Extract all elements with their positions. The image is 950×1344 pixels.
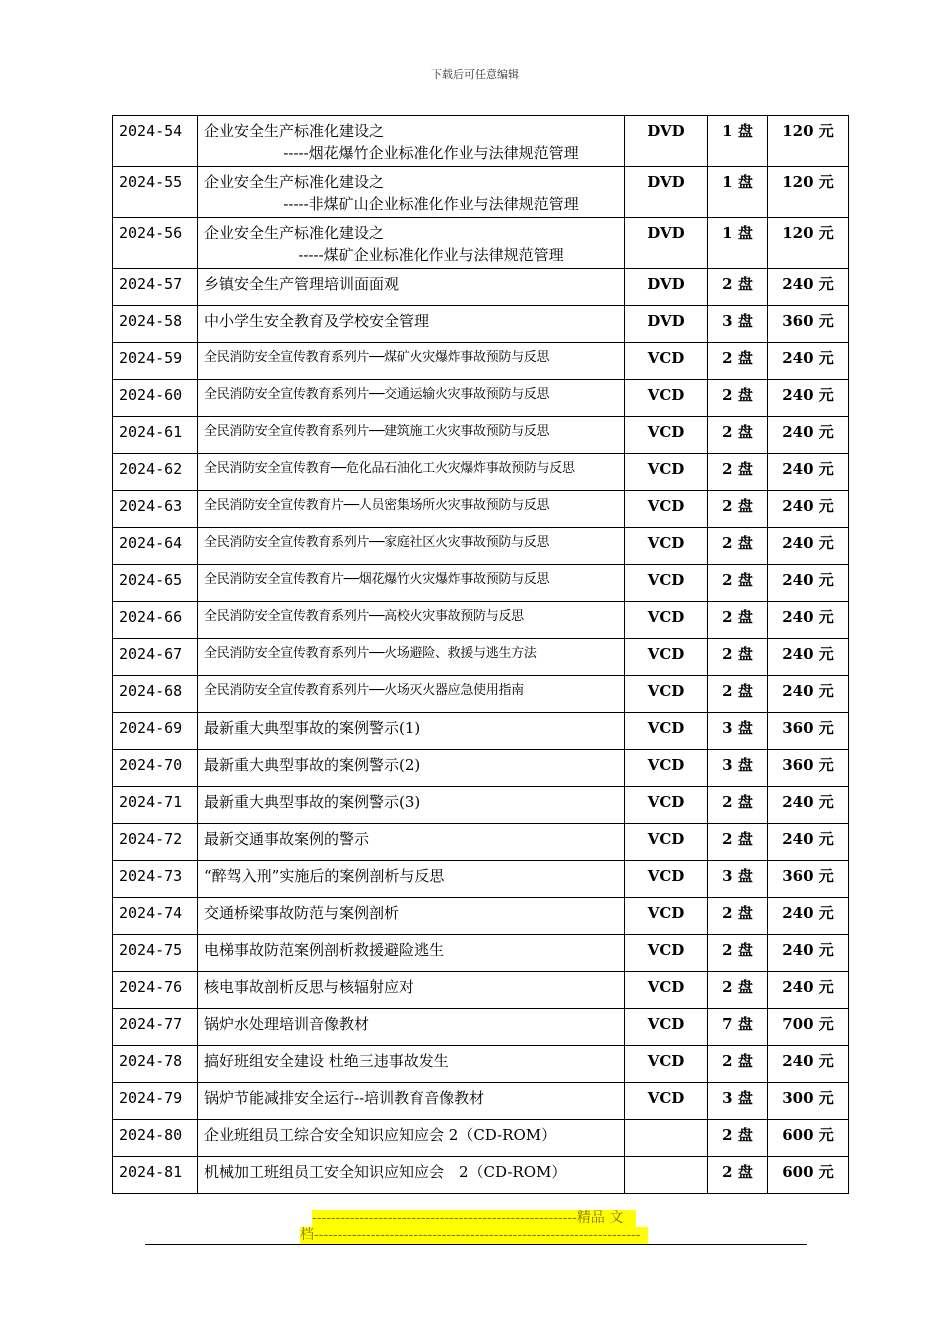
item-price: 240 元 bbox=[768, 380, 849, 417]
item-price: 360 元 bbox=[768, 861, 849, 898]
item-format: VCD bbox=[625, 380, 708, 417]
item-title-text: 全民消防安全宣传教育系列片──火场灭火器应急使用指南 bbox=[204, 683, 524, 698]
table-row bbox=[113, 167, 849, 218]
item-quantity: 3 盘 bbox=[708, 1083, 768, 1120]
item-title-text: 最新重大典型事故的案例警示(1) bbox=[204, 719, 421, 737]
item-quantity: 2 盘 bbox=[708, 491, 768, 528]
item-title-text: 电梯事故防范案例剖析救援避险逃生 bbox=[204, 941, 445, 959]
table-row bbox=[113, 1120, 849, 1157]
item-code: 2024-80 bbox=[113, 1120, 198, 1157]
item-format: DVD bbox=[625, 116, 708, 167]
item-title bbox=[198, 861, 625, 898]
item-title bbox=[198, 713, 625, 750]
item-title-text: 全民消防安全宣传教育系列片──家庭社区火灾事故预防与反思 bbox=[204, 535, 550, 550]
item-code: 2024-79 bbox=[113, 1083, 198, 1120]
item-code: 2024-74 bbox=[113, 898, 198, 935]
item-price: 240 元 bbox=[768, 343, 849, 380]
item-title bbox=[198, 639, 625, 676]
item-title bbox=[198, 935, 625, 972]
table-row bbox=[113, 750, 849, 787]
item-title bbox=[198, 676, 625, 713]
item-code: 2024-64 bbox=[113, 528, 198, 565]
item-quantity: 2 盘 bbox=[708, 602, 768, 639]
item-title-text: 交通桥梁事故防范与案例剖析 bbox=[204, 904, 400, 922]
table-row bbox=[113, 306, 849, 343]
item-code: 2024-59 bbox=[113, 343, 198, 380]
item-subtitle: -----烟花爆竹企业标准化作业与法律规范管理 bbox=[283, 144, 579, 162]
item-title-text: 全民消防安全宣传教育系列片──火场避险、救援与逃生方法 bbox=[204, 646, 537, 661]
table-row bbox=[113, 380, 849, 417]
item-quantity: 3 盘 bbox=[708, 861, 768, 898]
item-price: 360 元 bbox=[768, 713, 849, 750]
item-title-text: 全民消防安全宣传教育系列片──煤矿火灾爆炸事故预防与反思 bbox=[204, 350, 550, 365]
item-format: VCD bbox=[625, 1046, 708, 1083]
item-quantity: 3 盘 bbox=[708, 713, 768, 750]
item-code: 2024-71 bbox=[113, 787, 198, 824]
table-row bbox=[113, 1157, 849, 1194]
item-title-text: 全民消防安全宣传教育系列片──高校火灾事故预防与反思 bbox=[204, 609, 524, 624]
table-row bbox=[113, 972, 849, 1009]
item-format: VCD bbox=[625, 972, 708, 1009]
item-subtitle: -----非煤矿山企业标准化作业与法律规范管理 bbox=[283, 195, 579, 213]
page-header: 下载后可任意编辑 bbox=[431, 68, 519, 81]
item-code: 2024-56 bbox=[113, 218, 198, 269]
item-code: 2024-58 bbox=[113, 306, 198, 343]
item-title-text: 最新重大典型事故的案例警示(3) bbox=[204, 793, 421, 811]
item-quantity: 2 盘 bbox=[708, 824, 768, 861]
item-price: 360 元 bbox=[768, 750, 849, 787]
item-quantity: 2 盘 bbox=[708, 898, 768, 935]
table-row bbox=[113, 343, 849, 380]
table-row bbox=[113, 713, 849, 750]
item-price: 300 元 bbox=[768, 1083, 849, 1120]
item-code: 2024-54 bbox=[113, 116, 198, 167]
item-format bbox=[625, 1120, 708, 1157]
table-row bbox=[113, 639, 849, 676]
item-title-text: 机械加工班组员工安全知识应知应会 2（CD-ROM） bbox=[204, 1163, 567, 1181]
item-format: DVD bbox=[625, 167, 708, 218]
footer-banner bbox=[300, 1210, 650, 1244]
item-quantity: 2 盘 bbox=[708, 380, 768, 417]
item-title-text: 全民消防安全宣传教育片──人员密集场所火灾事故预防与反思 bbox=[204, 498, 550, 513]
table-row bbox=[113, 787, 849, 824]
item-quantity: 2 盘 bbox=[708, 972, 768, 1009]
item-format: VCD bbox=[625, 898, 708, 935]
table-row bbox=[113, 861, 849, 898]
item-title bbox=[198, 1083, 625, 1120]
item-price: 240 元 bbox=[768, 639, 849, 676]
item-title bbox=[198, 602, 625, 639]
item-code: 2024-75 bbox=[113, 935, 198, 972]
item-code: 2024-76 bbox=[113, 972, 198, 1009]
item-title bbox=[198, 528, 625, 565]
item-price: 240 元 bbox=[768, 787, 849, 824]
item-title-text: 全民消防安全宣传教育片──烟花爆竹火灾爆炸事故预防与反思 bbox=[204, 572, 550, 587]
item-title bbox=[198, 218, 625, 269]
item-format: VCD bbox=[625, 528, 708, 565]
item-format: DVD bbox=[625, 269, 708, 306]
item-title-text: 最新重大典型事故的案例警示(2) bbox=[204, 756, 421, 774]
item-quantity: 2 盘 bbox=[708, 935, 768, 972]
item-quantity: 7 盘 bbox=[708, 1009, 768, 1046]
item-title-text: 全民消防安全宣传教育──危化品石油化工火灾爆炸事故预防与反思 bbox=[204, 461, 575, 476]
item-subtitle: -----煤矿企业标准化作业与法律规范管理 bbox=[298, 246, 564, 264]
item-price: 700 元 bbox=[768, 1009, 849, 1046]
item-format: VCD bbox=[625, 602, 708, 639]
item-code: 2024-70 bbox=[113, 750, 198, 787]
item-code: 2024-67 bbox=[113, 639, 198, 676]
item-title bbox=[198, 417, 625, 454]
item-code: 2024-78 bbox=[113, 1046, 198, 1083]
item-title-text: 企业班组员工综合安全知识应知应会 2（CD-ROM） bbox=[204, 1126, 557, 1144]
item-price: 240 元 bbox=[768, 565, 849, 602]
item-title bbox=[198, 454, 625, 491]
item-quantity: 2 盘 bbox=[708, 787, 768, 824]
item-price: 240 元 bbox=[768, 1046, 849, 1083]
item-format: VCD bbox=[625, 565, 708, 602]
item-code: 2024-62 bbox=[113, 454, 198, 491]
table-row bbox=[113, 1009, 849, 1046]
item-quantity: 2 盘 bbox=[708, 454, 768, 491]
item-title-text: 最新交通事故案例的警示 bbox=[204, 830, 370, 848]
item-title-text: 企业安全生产标准化建设之 bbox=[204, 122, 385, 140]
item-title-text: 锅炉节能减排安全运行--培训教育音像教材 bbox=[204, 1089, 485, 1107]
item-quantity: 1 盘 bbox=[708, 218, 768, 269]
item-title-text: 乡镇安全生产管理培训面面观 bbox=[204, 275, 400, 293]
item-title bbox=[198, 824, 625, 861]
item-quantity: 1 盘 bbox=[708, 116, 768, 167]
item-quantity: 3 盘 bbox=[708, 750, 768, 787]
item-format: VCD bbox=[625, 861, 708, 898]
table-row bbox=[113, 565, 849, 602]
item-quantity: 2 盘 bbox=[708, 639, 768, 676]
item-code: 2024-81 bbox=[113, 1157, 198, 1194]
table-row bbox=[113, 528, 849, 565]
item-format: VCD bbox=[625, 1009, 708, 1046]
item-quantity: 2 盘 bbox=[708, 528, 768, 565]
item-price: 240 元 bbox=[768, 454, 849, 491]
item-price: 240 元 bbox=[768, 972, 849, 1009]
table-row bbox=[113, 602, 849, 639]
item-title bbox=[198, 306, 625, 343]
item-title bbox=[198, 1009, 625, 1046]
item-quantity: 2 盘 bbox=[708, 1120, 768, 1157]
item-price: 240 元 bbox=[768, 935, 849, 972]
item-price: 240 元 bbox=[768, 491, 849, 528]
item-title bbox=[198, 167, 625, 218]
item-code: 2024-66 bbox=[113, 602, 198, 639]
item-title bbox=[198, 898, 625, 935]
item-code: 2024-72 bbox=[113, 824, 198, 861]
table-row bbox=[113, 898, 849, 935]
item-quantity: 2 盘 bbox=[708, 343, 768, 380]
item-title bbox=[198, 116, 625, 167]
item-title bbox=[198, 269, 625, 306]
footer-rule bbox=[145, 1244, 807, 1245]
item-title-text: 锅炉水处理培训音像教材 bbox=[204, 1015, 370, 1033]
item-code: 2024-68 bbox=[113, 676, 198, 713]
item-format: VCD bbox=[625, 787, 708, 824]
table-row bbox=[113, 676, 849, 713]
table-row bbox=[113, 491, 849, 528]
item-format: VCD bbox=[625, 676, 708, 713]
item-title-text: 全民消防安全宣传教育系列片──交通运输火灾事故预防与反思 bbox=[204, 387, 550, 402]
table-row bbox=[113, 269, 849, 306]
table-row bbox=[113, 116, 849, 167]
item-price: 600 元 bbox=[768, 1120, 849, 1157]
item-format: VCD bbox=[625, 491, 708, 528]
item-title-text: 企业安全生产标准化建设之 bbox=[204, 224, 385, 242]
item-title bbox=[198, 1046, 625, 1083]
item-code: 2024-65 bbox=[113, 565, 198, 602]
footer-line-2: 档--------------------------------------------------------------------- bbox=[300, 1227, 648, 1244]
item-title-text: 核电事故剖析反思与核辐射应对 bbox=[204, 978, 415, 996]
item-title bbox=[198, 1120, 625, 1157]
item-quantity: 2 盘 bbox=[708, 417, 768, 454]
table-row bbox=[113, 824, 849, 861]
item-title bbox=[198, 750, 625, 787]
item-price: 360 元 bbox=[768, 306, 849, 343]
item-price: 240 元 bbox=[768, 417, 849, 454]
item-format: DVD bbox=[625, 218, 708, 269]
item-price: 600 元 bbox=[768, 1157, 849, 1194]
footer-line-1: --------------------------------------------------------精品 文 bbox=[312, 1210, 636, 1227]
item-price: 120 元 bbox=[768, 167, 849, 218]
item-format: VCD bbox=[625, 935, 708, 972]
table-row bbox=[113, 1046, 849, 1083]
item-code: 2024-73 bbox=[113, 861, 198, 898]
item-format: VCD bbox=[625, 343, 708, 380]
table-row bbox=[113, 454, 849, 491]
item-title bbox=[198, 972, 625, 1009]
item-title-text: “醉驾入刑”实施后的案例剖析与反思 bbox=[204, 867, 445, 885]
item-code: 2024-61 bbox=[113, 417, 198, 454]
item-quantity: 2 盘 bbox=[708, 1157, 768, 1194]
item-title bbox=[198, 343, 625, 380]
item-format: VCD bbox=[625, 417, 708, 454]
item-format: VCD bbox=[625, 1083, 708, 1120]
item-quantity: 2 盘 bbox=[708, 565, 768, 602]
table-row bbox=[113, 1083, 849, 1120]
item-title-text: 搞好班组安全建设 杜绝三违事故发生 bbox=[204, 1052, 449, 1070]
table-row bbox=[113, 935, 849, 972]
item-price: 240 元 bbox=[768, 528, 849, 565]
item-code: 2024-55 bbox=[113, 167, 198, 218]
item-quantity: 2 盘 bbox=[708, 676, 768, 713]
item-price: 120 元 bbox=[768, 116, 849, 167]
item-quantity: 2 盘 bbox=[708, 269, 768, 306]
item-title bbox=[198, 380, 625, 417]
item-format: VCD bbox=[625, 713, 708, 750]
table-row bbox=[113, 417, 849, 454]
item-title-text: 全民消防安全宣传教育系列片──建筑施工火灾事故预防与反思 bbox=[204, 424, 550, 439]
item-price: 240 元 bbox=[768, 602, 849, 639]
item-code: 2024-77 bbox=[113, 1009, 198, 1046]
item-title bbox=[198, 565, 625, 602]
item-format: VCD bbox=[625, 454, 708, 491]
item-code: 2024-60 bbox=[113, 380, 198, 417]
item-format: DVD bbox=[625, 306, 708, 343]
item-quantity: 1 盘 bbox=[708, 167, 768, 218]
item-code: 2024-57 bbox=[113, 269, 198, 306]
item-title bbox=[198, 787, 625, 824]
item-price: 240 元 bbox=[768, 676, 849, 713]
item-title bbox=[198, 491, 625, 528]
item-title-text: 企业安全生产标准化建设之 bbox=[204, 173, 385, 191]
table-row bbox=[113, 218, 849, 269]
item-code: 2024-69 bbox=[113, 713, 198, 750]
item-format: VCD bbox=[625, 639, 708, 676]
item-format bbox=[625, 1157, 708, 1194]
item-title-text: 中小学生安全教育及学校安全管理 bbox=[204, 312, 430, 330]
item-price: 240 元 bbox=[768, 824, 849, 861]
catalog-body bbox=[113, 116, 849, 1194]
item-price: 120 元 bbox=[768, 218, 849, 269]
item-quantity: 3 盘 bbox=[708, 306, 768, 343]
item-price: 240 元 bbox=[768, 269, 849, 306]
item-title bbox=[198, 1157, 625, 1194]
catalog-table bbox=[112, 115, 849, 1194]
item-price: 240 元 bbox=[768, 898, 849, 935]
item-quantity: 2 盘 bbox=[708, 1046, 768, 1083]
item-format: VCD bbox=[625, 750, 708, 787]
item-code: 2024-63 bbox=[113, 491, 198, 528]
item-format: VCD bbox=[625, 824, 708, 861]
